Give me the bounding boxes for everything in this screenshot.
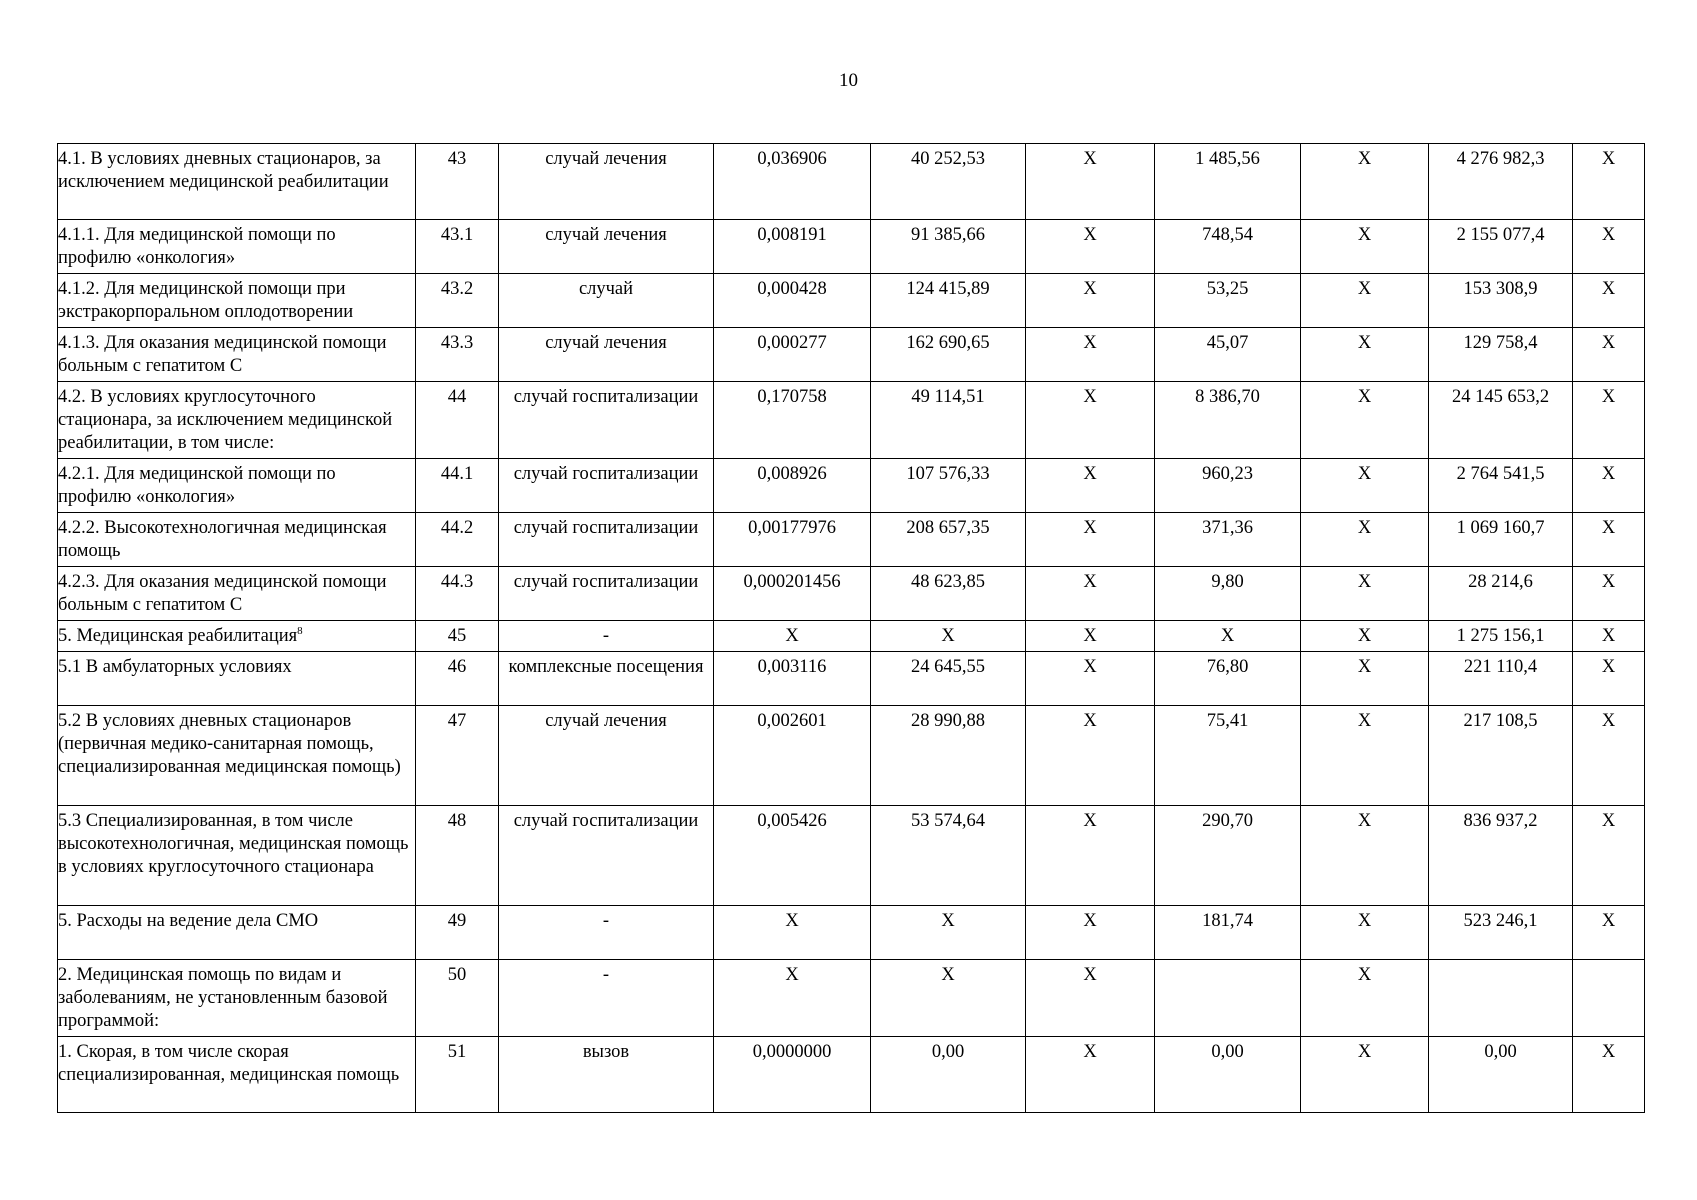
norm-cell: Х (1155, 621, 1301, 652)
norm-cell: 45,07 (1155, 328, 1301, 382)
table-body (58, 144, 1645, 1113)
cost-cell: 53 574,64 (871, 806, 1026, 906)
x-cell: Х (1301, 567, 1429, 621)
cost-cell: 48 623,85 (871, 567, 1026, 621)
total-cell (1429, 960, 1573, 1037)
row-name-text: 5. Расходы на ведение дела СМО (58, 911, 319, 931)
value-cell: 0,0000000 (714, 1037, 871, 1113)
row-name-text: 4.2.2. Высокотехнологичная медицинская помощь (58, 518, 387, 561)
table-row (58, 806, 1645, 906)
total-cell: 0,00 (1429, 1037, 1573, 1113)
row-name-cell (58, 274, 416, 328)
unit-cell: вызов (499, 1037, 714, 1113)
norm-cell: 290,70 (1155, 806, 1301, 906)
unit-cell: - (499, 960, 714, 1037)
cost-cell: Х (871, 906, 1026, 960)
row-code-cell: 44.3 (416, 567, 499, 621)
x-cell: Х (1026, 382, 1155, 459)
table-row (58, 328, 1645, 382)
table-row (58, 706, 1645, 806)
unit-cell: случай госпитализации (499, 459, 714, 513)
x-cell: Х (1026, 220, 1155, 274)
norm-cell: 76,80 (1155, 652, 1301, 706)
x-cell: Х (1573, 567, 1645, 621)
x-cell: Х (1026, 274, 1155, 328)
x-cell: Х (1026, 513, 1155, 567)
total-cell: 523 246,1 (1429, 906, 1573, 960)
row-name-cell (58, 621, 416, 652)
cost-cell: 124 415,89 (871, 274, 1026, 328)
unit-cell: - (499, 621, 714, 652)
row-code-cell: 43.3 (416, 328, 499, 382)
x-cell: Х (1026, 806, 1155, 906)
norm-cell: 75,41 (1155, 706, 1301, 806)
x-cell: Х (1573, 220, 1645, 274)
norm-cell: 748,54 (1155, 220, 1301, 274)
row-name-cell (58, 382, 416, 459)
x-cell (1573, 960, 1645, 1037)
cost-cell: 40 252,53 (871, 144, 1026, 220)
value-cell: 0,170758 (714, 382, 871, 459)
cost-cell: 107 576,33 (871, 459, 1026, 513)
table-row (58, 459, 1645, 513)
x-cell: Х (1573, 274, 1645, 328)
value-cell: Х (714, 960, 871, 1037)
x-cell: Х (1026, 459, 1155, 513)
row-name-text: 1. Скорая, в том числе скорая специализированная, медицинская помощь (58, 1042, 400, 1085)
row-name-text: 5.1 В амбулаторных условиях (58, 657, 292, 677)
x-cell: Х (1026, 960, 1155, 1037)
x-cell: Х (1573, 459, 1645, 513)
page-number: 10 (839, 70, 858, 91)
unit-cell: случай госпитализации (499, 382, 714, 459)
row-name-cell (58, 220, 416, 274)
total-cell: 836 937,2 (1429, 806, 1573, 906)
row-code-cell: 43.2 (416, 274, 499, 328)
x-cell: Х (1573, 144, 1645, 220)
x-cell: Х (1026, 652, 1155, 706)
x-cell: Х (1026, 328, 1155, 382)
row-name-cell (58, 652, 416, 706)
norm-cell (1155, 960, 1301, 1037)
value-cell: 0,008926 (714, 459, 871, 513)
cost-cell: 0,00 (871, 1037, 1026, 1113)
table-row (58, 567, 1645, 621)
unit-cell: - (499, 906, 714, 960)
total-cell: 1 275 156,1 (1429, 621, 1573, 652)
value-cell: Х (714, 906, 871, 960)
x-cell: Х (1026, 567, 1155, 621)
x-cell: Х (1301, 1037, 1429, 1113)
unit-cell: случай (499, 274, 714, 328)
x-cell: Х (1301, 144, 1429, 220)
x-cell: Х (1573, 513, 1645, 567)
row-name-cell (58, 806, 416, 906)
total-cell: 1 069 160,7 (1429, 513, 1573, 567)
unit-cell: случай госпитализации (499, 806, 714, 906)
x-cell: Х (1301, 906, 1429, 960)
x-cell: Х (1301, 706, 1429, 806)
value-cell: 0,005426 (714, 806, 871, 906)
cost-cell: 24 645,55 (871, 652, 1026, 706)
x-cell: Х (1573, 328, 1645, 382)
total-cell: 24 145 653,2 (1429, 382, 1573, 459)
norm-cell: 181,74 (1155, 906, 1301, 960)
total-cell: 2 764 541,5 (1429, 459, 1573, 513)
cost-cell: 49 114,51 (871, 382, 1026, 459)
footnote-marker: 8 (297, 624, 303, 637)
x-cell: Х (1573, 652, 1645, 706)
value-cell: 0,000428 (714, 274, 871, 328)
unit-cell: случай лечения (499, 144, 714, 220)
norm-cell: 960,23 (1155, 459, 1301, 513)
x-cell: Х (1301, 806, 1429, 906)
value-cell: 0,036906 (714, 144, 871, 220)
x-cell: Х (1026, 144, 1155, 220)
unit-cell: случай госпитализации (499, 513, 714, 567)
total-cell: 221 110,4 (1429, 652, 1573, 706)
value-cell: 0,000277 (714, 328, 871, 382)
x-cell: Х (1573, 706, 1645, 806)
table-row (58, 220, 1645, 274)
x-cell: Х (1301, 652, 1429, 706)
x-cell: Х (1573, 906, 1645, 960)
row-name-cell (58, 459, 416, 513)
norm-cell: 371,36 (1155, 513, 1301, 567)
row-code-cell: 50 (416, 960, 499, 1037)
x-cell: Х (1301, 513, 1429, 567)
unit-cell: комплексные посещения (499, 652, 714, 706)
total-cell: 153 308,9 (1429, 274, 1573, 328)
row-name-text: 5.3 Специализированная, в том числе высокотехнологичная, медицинская помощь в условиях круглосуточного стационара (58, 811, 409, 877)
data-table (57, 143, 1645, 1113)
row-name-cell (58, 567, 416, 621)
table-row (58, 906, 1645, 960)
row-name-cell (58, 144, 416, 220)
x-cell: Х (1301, 328, 1429, 382)
row-name-text: 4.2. В условиях круглосуточного стационара, за исключением медицинской реабилитации, в том числе: (58, 387, 393, 453)
norm-cell: 8 386,70 (1155, 382, 1301, 459)
value-cell: 0,002601 (714, 706, 871, 806)
total-cell: 129 758,4 (1429, 328, 1573, 382)
row-code-cell: 43.1 (416, 220, 499, 274)
row-name-text: 2. Медицинская помощь по видам и заболеваниям, не установленным базовой программой: (58, 965, 388, 1031)
row-name-text: 5.2 В условиях дневных стационаров (первичная медико-санитарная помощь, специализированная медицинская помощь) (58, 711, 401, 777)
x-cell: Х (1573, 1037, 1645, 1113)
row-code-cell: 49 (416, 906, 499, 960)
row-code-cell: 44.2 (416, 513, 499, 567)
row-code-cell: 44 (416, 382, 499, 459)
value-cell: 0,003116 (714, 652, 871, 706)
norm-cell: 0,00 (1155, 1037, 1301, 1113)
total-cell: 217 108,5 (1429, 706, 1573, 806)
cost-cell: Х (871, 960, 1026, 1037)
row-name-cell (58, 513, 416, 567)
x-cell: Х (1026, 621, 1155, 652)
table-row (58, 513, 1645, 567)
row-name-cell (58, 328, 416, 382)
x-cell: Х (1573, 621, 1645, 652)
cost-cell: 208 657,35 (871, 513, 1026, 567)
row-code-cell: 47 (416, 706, 499, 806)
cost-cell: 28 990,88 (871, 706, 1026, 806)
x-cell: Х (1301, 459, 1429, 513)
table-row (58, 144, 1645, 220)
table-row (58, 1037, 1645, 1113)
row-name-cell (58, 1037, 416, 1113)
row-name-cell (58, 906, 416, 960)
row-name-cell (58, 960, 416, 1037)
value-cell: 0,000201456 (714, 567, 871, 621)
x-cell: Х (1301, 382, 1429, 459)
row-name-cell (58, 706, 416, 806)
row-name-text: 4.1. В условиях дневных стационаров, за исключением медицинской реабилитации (58, 149, 389, 192)
x-cell: Х (1026, 706, 1155, 806)
row-code-cell: 51 (416, 1037, 499, 1113)
row-code-cell: 45 (416, 621, 499, 652)
norm-cell: 53,25 (1155, 274, 1301, 328)
row-code-cell: 48 (416, 806, 499, 906)
table-row (58, 382, 1645, 459)
table-row (58, 621, 1645, 652)
x-cell: Х (1026, 1037, 1155, 1113)
x-cell: Х (1301, 274, 1429, 328)
row-code-cell: 43 (416, 144, 499, 220)
row-name-text: 5. Медицинская реабилитация (58, 626, 298, 646)
unit-cell: случай лечения (499, 706, 714, 806)
row-code-cell: 44.1 (416, 459, 499, 513)
table-row (58, 274, 1645, 328)
cost-cell: 162 690,65 (871, 328, 1026, 382)
row-name-text: 4.1.2. Для медицинской помощи при экстракорпоральном оплодотворении (58, 279, 354, 322)
norm-cell: 9,80 (1155, 567, 1301, 621)
value-cell: 0,008191 (714, 220, 871, 274)
norm-cell: 1 485,56 (1155, 144, 1301, 220)
row-name-text: 4.2.1. Для медицинской помощи по профилю «онкология» (58, 464, 336, 507)
table-row (58, 652, 1645, 706)
x-cell: Х (1573, 806, 1645, 906)
total-cell: 28 214,6 (1429, 567, 1573, 621)
cost-cell: Х (871, 621, 1026, 652)
row-name-text: 4.1.1. Для медицинской помощи по профилю «онкология» (58, 225, 336, 268)
x-cell: Х (1301, 621, 1429, 652)
x-cell: Х (1573, 382, 1645, 459)
total-cell: 4 276 982,3 (1429, 144, 1573, 220)
x-cell: Х (1026, 906, 1155, 960)
value-cell: Х (714, 621, 871, 652)
row-name-text: 4.1.3. Для оказания медицинской помощи больным с гепатитом С (58, 333, 387, 376)
unit-cell: случай лечения (499, 328, 714, 382)
x-cell: Х (1301, 960, 1429, 1037)
cost-cell: 91 385,66 (871, 220, 1026, 274)
total-cell: 2 155 077,4 (1429, 220, 1573, 274)
row-code-cell: 46 (416, 652, 499, 706)
x-cell: Х (1301, 220, 1429, 274)
unit-cell: случай лечения (499, 220, 714, 274)
table-row (58, 960, 1645, 1037)
row-name-text: 4.2.3. Для оказания медицинской помощи больным с гепатитом С (58, 572, 387, 615)
value-cell: 0,00177976 (714, 513, 871, 567)
unit-cell: случай госпитализации (499, 567, 714, 621)
